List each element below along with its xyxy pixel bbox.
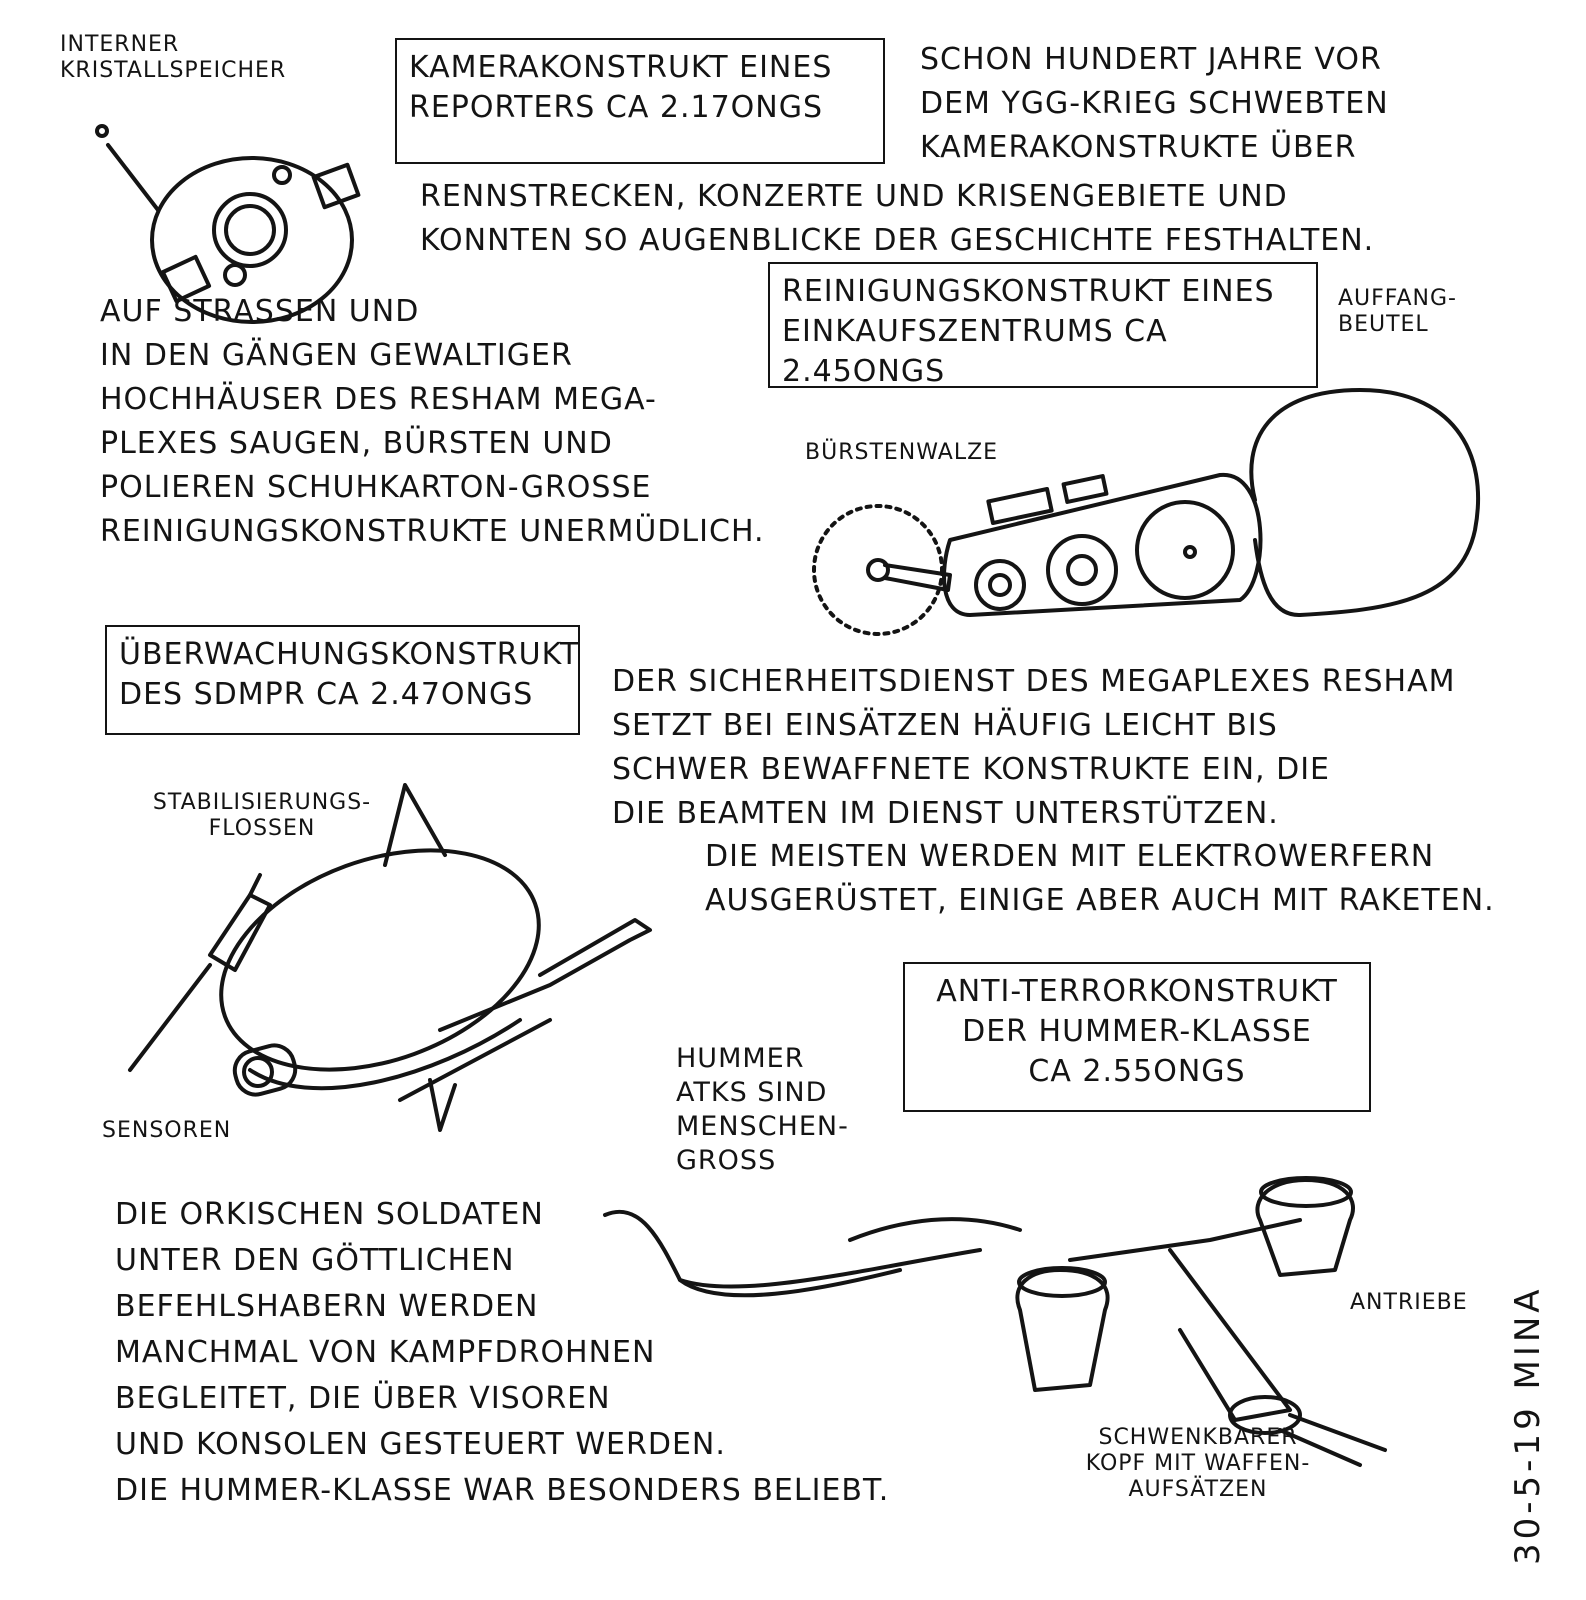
cleaning-title-box: REINIGUNGSKONSTRUKT EINES EINKAUFSZENTRUMS CA 2.45ONGS bbox=[768, 262, 1318, 388]
artist-signature: 30-5-19 MINA bbox=[1508, 1285, 1548, 1565]
surveillance-text-b: DIE MEISTEN WERDEN MIT ELEKTROWERFERN AUSGERÜSTET, EINIGE ABER AUCH MIT RAKETEN. bbox=[705, 839, 1495, 918]
camera-title-box: KAMERAKONSTRUKT EINES REPORTERS CA 2.17ONGS bbox=[395, 38, 885, 164]
label-auffangbeutel: AUFFANG- BEUTEL bbox=[1338, 286, 1457, 337]
surveillance-construct-drawing bbox=[110, 780, 670, 1140]
antiterror-construct-drawing bbox=[600, 1160, 1400, 1470]
surveillance-text-a: DER SICHERHEITSDIENST DES MEGAPLEXES RESHAM SETZT BEI EINSÄTZEN HÄUFIG LEICHT BIS SCHWER BEWAFFNETE KONSTRUKTE EIN, DIE DIE BEAMTEN IM DIENST UNTERSTÜTZEN. bbox=[612, 664, 1456, 831]
label-interner-kristallspeicher: INTERNER KRISTALLSPEICHER bbox=[60, 32, 287, 83]
label-antriebe: ANTRIEBE bbox=[1350, 1290, 1468, 1315]
camera-text-continued: RENNSTRECKEN, KONZERTE UND KRISENGEBIETE UND KONNTEN SO AUGENBLICKE DER GESCHICHTE FESTHALTEN. bbox=[420, 179, 1375, 258]
cleaning-text: AUF STRASSEN UND IN DEN GÄNGEN GEWALTIGER HOCHHÄUSER DES RESHAM MEGA- PLEXES SAUGEN, BÜRSTEN UND POLIEREN SCHUHKARTON-GROSSE REINIGUNGSKONSTRUKTE UNERMÜDLICH. bbox=[100, 294, 765, 549]
antiterror-title-box: ANTI-TERRORKONSTRUKT DER HUMMER-KLASSE CA 2.55ONGS bbox=[903, 962, 1371, 1112]
label-sensoren: SENSOREN bbox=[102, 1118, 232, 1143]
surveillance-title-box: ÜBERWACHUNGSKONSTRUKT DES SDMPR CA 2.47ONGS bbox=[105, 625, 580, 735]
antiterror-text: DIE ORKISCHEN SOLDATEN UNTER DEN GÖTTLICHEN BEFEHLSHABERN WERDEN MANCHMAL VON KAMPFDROHNEN BEGLEITET, DIE ÜBER VISOREN UND KONSOLEN GESTEUERT WERDEN. DIE HUMMER-KLASSE WAR BESONDERS BELIEBT. bbox=[115, 1197, 890, 1508]
cleaning-construct-drawing bbox=[800, 380, 1500, 640]
label-stabilisierungsflossen: STABILISIERUNGS- FLOSSEN bbox=[152, 790, 372, 841]
label-buerstenwalze: BÜRSTENWALZE bbox=[805, 440, 999, 465]
label-schwenkbarer-kopf: SCHWENKBARER KOPF MIT WAFFEN- AUFSÄTZEN bbox=[1085, 1425, 1311, 1502]
camera-text-intro: SCHON HUNDERT JAHRE VOR DEM YGG-KRIEG SCHWEBTEN KAMERAKONSTRUKTE ÜBER bbox=[920, 42, 1389, 165]
label-hummer-atks-menschengross: HUMMER ATKS SIND MENSCHEN- GROSS bbox=[676, 1043, 849, 1176]
